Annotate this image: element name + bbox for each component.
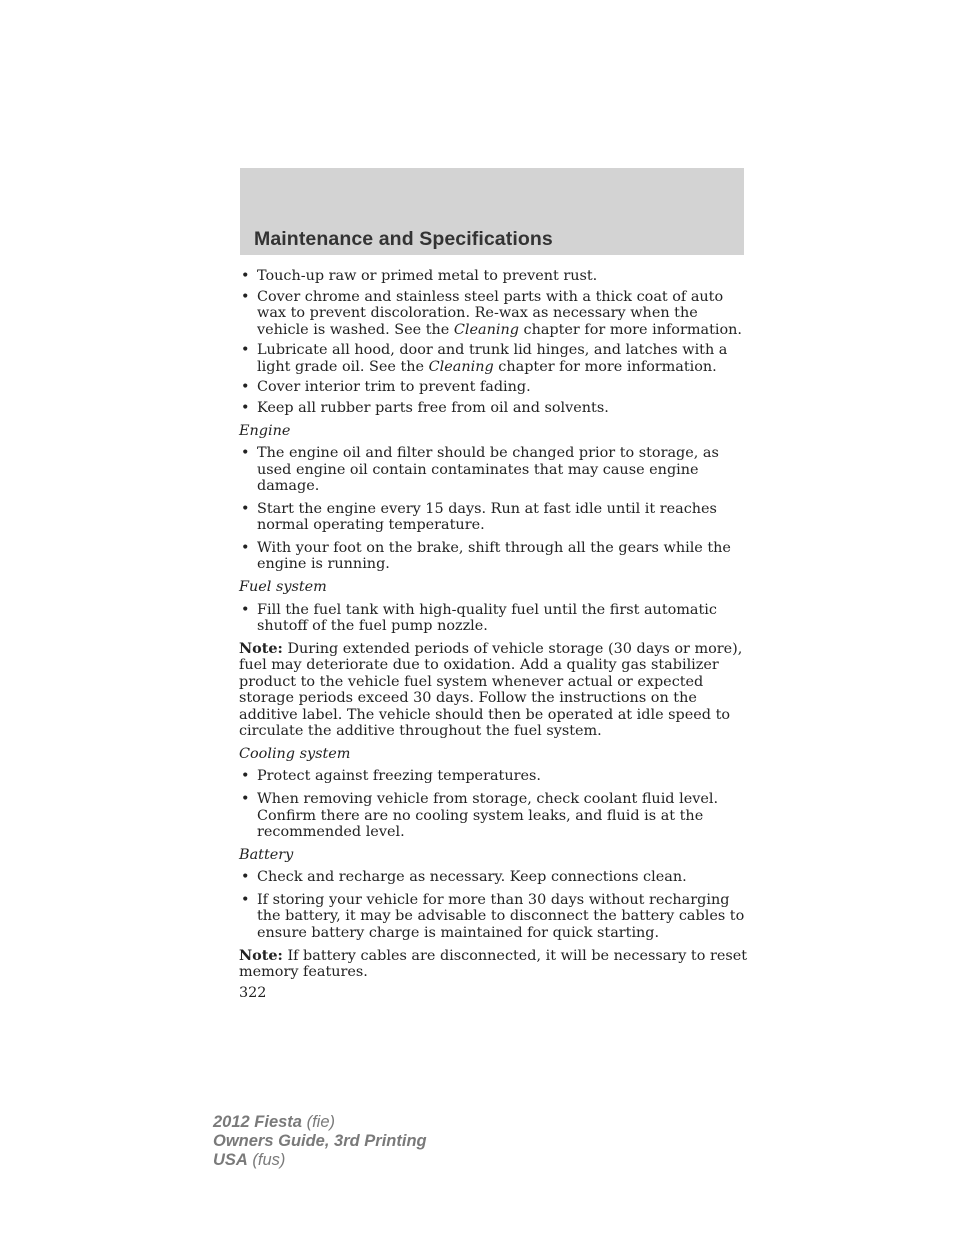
list-item-text: Cover chrome and stainless steel parts with a thick coat of auto wax to prevent discoloration. Re-wax as necessary when the vehicle is washed. See the [257,288,724,338]
list-item: • Keep all rubber parts free from oil and solvents. [239,400,749,416]
subheading-engine: Engine [239,422,291,439]
footer-model: 2012 Fiesta [213,1113,302,1131]
list-item: • Check and recharge as necessary. Keep connections clean. [239,869,749,885]
list-item: • Start the engine every 15 days. Run at fast idle until it reaches normal operating temperature. [239,501,749,534]
subheading-cooling-system: Cooling system [239,745,351,762]
note-battery [239,948,749,981]
cross-reference: Cleaning [453,321,519,338]
list-item: • If storing your vehicle for more than 30 days without recharging the battery, it may be advisable to disconnect the battery cables to ensure battery charge is maintained for quick starting. [239,892,749,941]
list-item: • With your foot on the brake, shift through all the gears while the engine is running. [239,540,749,573]
page-number: 322 [239,984,267,1001]
list-item: • Protect against freezing temperatures. [239,768,749,784]
list-item-text: chapter for more information. [493,358,717,375]
list-item: • Touch-up raw or primed metal to prevent rust. [239,268,749,284]
footer-market-code: (fus) [247,1150,286,1169]
section-header [240,168,744,255]
subheading-battery: Battery [239,846,294,863]
footer-line-market [213,1151,427,1170]
list-item-text: Lubricate all hood, door and trunk lid hinges, and latches with a light grade oil. See the [257,342,728,375]
note-text: During extended periods of vehicle storage (30 days or more), fuel may deteriorate due to oxidation. Add a quality gas stabilizer product to the vehicle fuel system whenever actual or expected storage periods exceed 30 days. Follow the instructions on the additive label. The vehicle should then be operated at idle speed to circulate the additive throughout the fuel system. [239,640,743,740]
list-item-text: chapter for more information. [518,321,742,338]
note-label: Note: [239,639,283,657]
footer-line-model [213,1113,427,1132]
cross-reference: Cleaning [428,358,494,375]
footer-market: USA [213,1150,248,1169]
list-item [239,289,749,338]
list-item [239,342,749,375]
footer-line-guide [213,1132,427,1151]
note-label: Note: [239,946,283,964]
subheading-fuel-system: Fuel system [239,579,327,596]
document-footer [213,1113,427,1169]
section-title: Maintenance and Specifications [254,228,553,250]
footer-guide: Owners Guide, 3rd Printing [213,1131,427,1150]
list-item: • The engine oil and filter should be changed prior to storage, as used engine oil contain contaminates that may cause engine damage. [239,445,749,494]
page-content [239,268,749,1001]
footer-model-code: (fie) [301,1113,335,1131]
note-text: If battery cables are disconnected, it will be necessary to reset memory features. [239,947,748,980]
list-item: • Cover interior trim to prevent fading. [239,379,749,395]
note-fuel [239,641,749,739]
list-item: • When removing vehicle from storage, check coolant fluid level. Confirm there are no cooling system leaks, and fluid is at the recommended level. [239,791,749,840]
list-item: • Fill the fuel tank with high-quality fuel until the first automatic shutoff of the fuel pump nozzle. [239,602,749,635]
